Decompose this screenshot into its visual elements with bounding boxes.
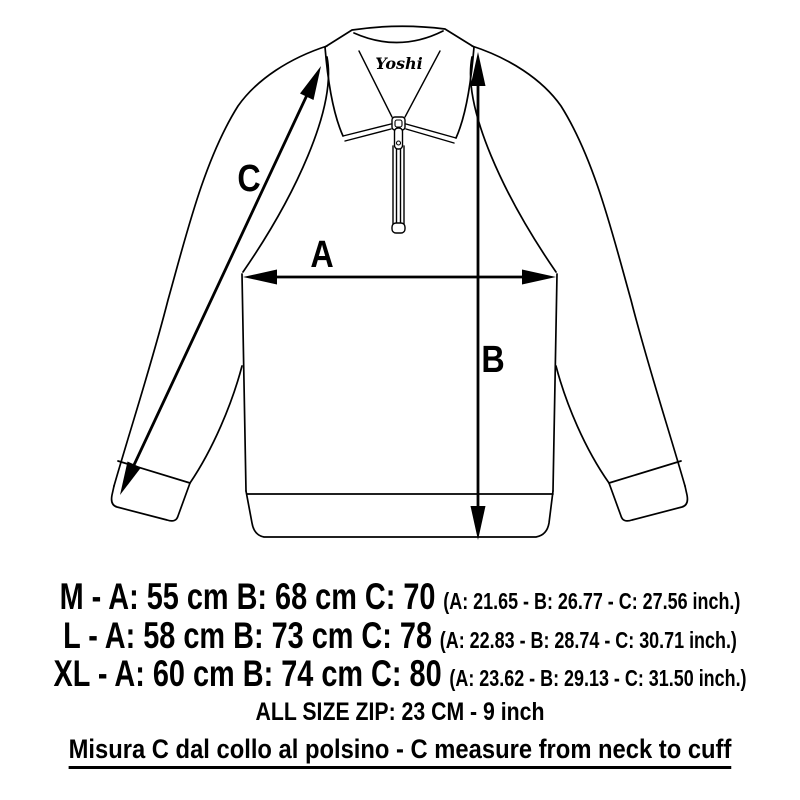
- arrowhead-c-top: [300, 66, 321, 100]
- size-row-m-cm: M - A: 55 cm B: 68 cm C: 70: [59, 576, 436, 617]
- body-left-edge: [242, 274, 246, 491]
- measure-footnote-text: Misura C dal collo al polsino - C measure from neck to cuff: [69, 736, 732, 769]
- measure-arrow-c: [120, 66, 321, 495]
- measure-label-b: B: [481, 338, 505, 381]
- measure-arrow-a: [243, 270, 556, 285]
- right-cuff: [609, 483, 687, 521]
- zipper: [392, 117, 405, 233]
- body-right-edge: [553, 274, 557, 491]
- size-row-l: [63, 617, 737, 654]
- size-row-xl: [53, 655, 746, 692]
- garment-illustration: [112, 26, 688, 537]
- measure-label-c: C: [237, 157, 261, 200]
- size-row-l-inch: (A: 22.83 - B: 28.74 - C: 30.71 inch.): [439, 627, 737, 653]
- left-sleeve-outer-edge: [114, 46, 327, 486]
- right-cuff-band-line: [609, 461, 681, 483]
- brand-label: Yoshi: [375, 54, 423, 73]
- measure-label-a: A: [310, 233, 334, 276]
- size-row-m: [60, 578, 741, 615]
- size-row-l-cm: L - A: 58 cm B: 73 cm C: 78: [63, 615, 432, 656]
- zipper-bottom-stop: [392, 223, 405, 233]
- zip-size-text: ALL SIZE ZIP: 23 CM - 9 inch: [255, 698, 545, 726]
- size-row-m-inch: (A: 21.65 - B: 26.77 - C: 27.56 inch.): [443, 588, 741, 614]
- arrowhead-b-bottom: [471, 506, 486, 540]
- collar-outer-top-edge: [325, 26, 474, 47]
- collar-left-trim-line: [343, 124, 391, 141]
- collar-right-trim-line: [406, 124, 456, 143]
- right-sleeve-outer-edge: [472, 46, 685, 486]
- collar-back-neckline: [354, 31, 443, 43]
- measure-footnote: [69, 736, 732, 769]
- arrowhead-c-bottom: [120, 462, 141, 496]
- left-sleeve-inner-seam: [190, 366, 242, 483]
- zipper-pull-tab: [395, 128, 403, 149]
- hem-band: [246, 491, 553, 537]
- measure-arrow-b: [471, 52, 486, 540]
- arrowhead-a-left: [243, 270, 277, 285]
- size-row-xl-cm: XL - A: 60 cm B: 74 cm C: 80: [53, 653, 442, 694]
- zipper-tape-lines: [393, 146, 404, 224]
- size-row-xl-inch: (A: 23.62 - B: 29.13 - C: 31.50 inch.): [449, 665, 747, 691]
- right-raglan-seam: [471, 57, 556, 272]
- right-sleeve-inner-seam: [556, 366, 609, 483]
- arrowhead-a-right: [522, 270, 556, 285]
- zip-size-note: [256, 700, 545, 725]
